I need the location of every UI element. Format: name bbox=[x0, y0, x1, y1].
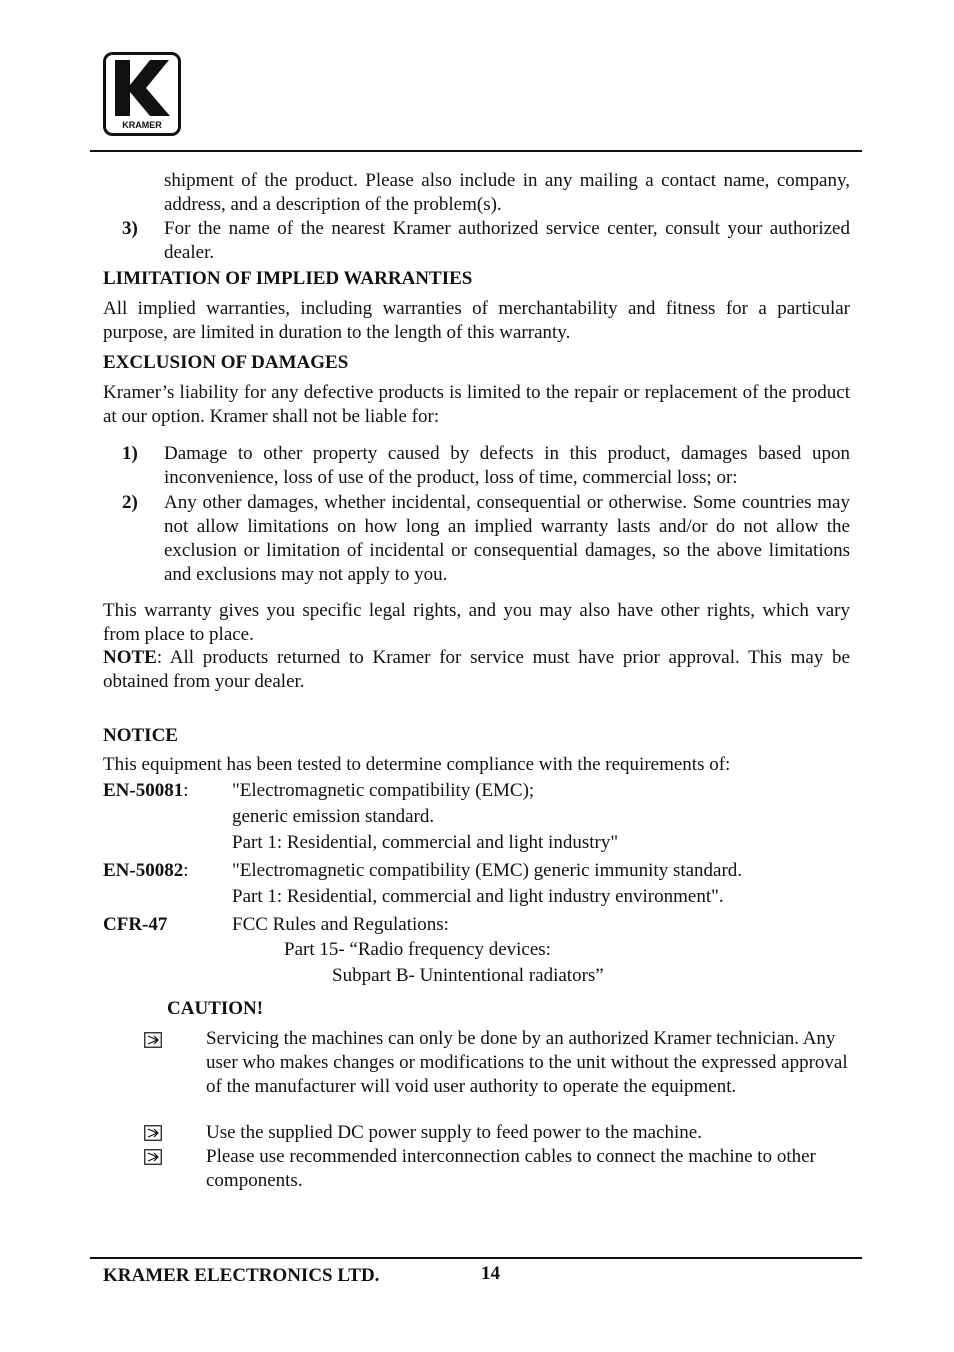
en50082-line-1: "Electromagnetic compatibility (EMC) generic immunity standard. bbox=[232, 860, 743, 881]
cfr47-label: CFR-47 bbox=[103, 914, 168, 935]
notice-intro: This equipment has been tested to determine compliance with the requirements of: bbox=[103, 754, 731, 775]
pointer-box-icon bbox=[144, 1031, 162, 1047]
rights-body: This warranty gives you specific legal rights, and you may also have other rights, which vary from place to place. bbox=[103, 600, 850, 645]
note-text: : All products returned to Kramer for service must have prior approval. This may be obtained from your dealer. bbox=[103, 647, 850, 692]
item-3-number: 3) bbox=[122, 218, 138, 239]
footer-company: KRAMER ELECTRONICS LTD. bbox=[103, 1265, 380, 1286]
pointer-box-icon bbox=[144, 1124, 162, 1140]
footer-divider bbox=[90, 1257, 862, 1259]
en50081-label: EN-50081: bbox=[103, 780, 189, 801]
en50082-line-2: Part 1: Residential, commercial and light industry environment". bbox=[232, 886, 724, 907]
notice-heading: NOTICE bbox=[103, 725, 178, 746]
item-3-text: For the name of the nearest Kramer authorized service center, consult your authorized dealer. bbox=[164, 218, 850, 263]
caution-item-2: Use the supplied DC power supply to feed power to the machine. bbox=[206, 1122, 702, 1143]
caution-heading: CAUTION! bbox=[167, 998, 264, 1019]
logo-wordmark: KRAMER bbox=[122, 120, 162, 130]
en50081-line-3: Part 1: Residential, commercial and light industry" bbox=[232, 832, 619, 853]
caution-item-1: Servicing the machines can only be done by an authorized Kramer technician. Any user who makes changes or modifications to the unit without the expressed approval of the manufacturer will void user authority to operate the equipment. bbox=[206, 1028, 848, 1097]
note-label: NOTE bbox=[103, 647, 157, 668]
en50081-line-1: "Electromagnetic compatibility (EMC); bbox=[232, 780, 535, 801]
exclusion-item-2-text: Any other damages, whether incidental, consequential or otherwise. Some countries may not allow limitations on how long an implied warranty lasts and/or do not allow the exclusion or limitation of incidental or consequential damages, so the above limitations and exclusions may not apply to you. bbox=[164, 492, 850, 585]
exclusion-item-2-number: 2) bbox=[122, 492, 138, 513]
header-divider bbox=[90, 150, 862, 152]
note-paragraph bbox=[103, 646, 850, 694]
cfr47-line-3: Subpart B- Unintentional radiators” bbox=[332, 965, 604, 986]
kramer-logo-icon bbox=[103, 52, 181, 136]
pointer-box-icon bbox=[144, 1148, 162, 1164]
limitation-heading: LIMITATION OF IMPLIED WARRANTIES bbox=[103, 268, 473, 289]
cfr47-line-1: FCC Rules and Regulations: bbox=[232, 914, 449, 935]
en50082-label: EN-50082: bbox=[103, 860, 189, 881]
exclusion-item-1-number: 1) bbox=[122, 443, 138, 464]
caution-item-3: Please use recommended interconnection cables to connect the machine to other components. bbox=[206, 1146, 816, 1191]
limitation-body: All implied warranties, including warranties of merchantability and fitness for a particular purpose, are limited in duration to the length of this warranty. bbox=[103, 298, 850, 343]
page-number: 14 bbox=[481, 1263, 500, 1284]
exclusion-heading: EXCLUSION OF DAMAGES bbox=[103, 352, 349, 373]
cfr47-line-2: Part 15- “Radio frequency devices: bbox=[284, 939, 551, 960]
item-2-continuation: shipment of the product. Please also include in any mailing a contact name, company, address, and a description of the problem(s). bbox=[164, 170, 850, 215]
exclusion-item-1-text: Damage to other property caused by defects in this product, damages based upon inconvenience, loss of use of the product, loss of time, commercial loss; or: bbox=[164, 443, 850, 488]
en50081-line-2: generic emission standard. bbox=[232, 806, 435, 827]
kramer-logo bbox=[103, 52, 181, 136]
exclusion-body: Kramer’s liability for any defective products is limited to the repair or replacement of the product at our option. Kramer shall not be liable for: bbox=[103, 382, 850, 427]
